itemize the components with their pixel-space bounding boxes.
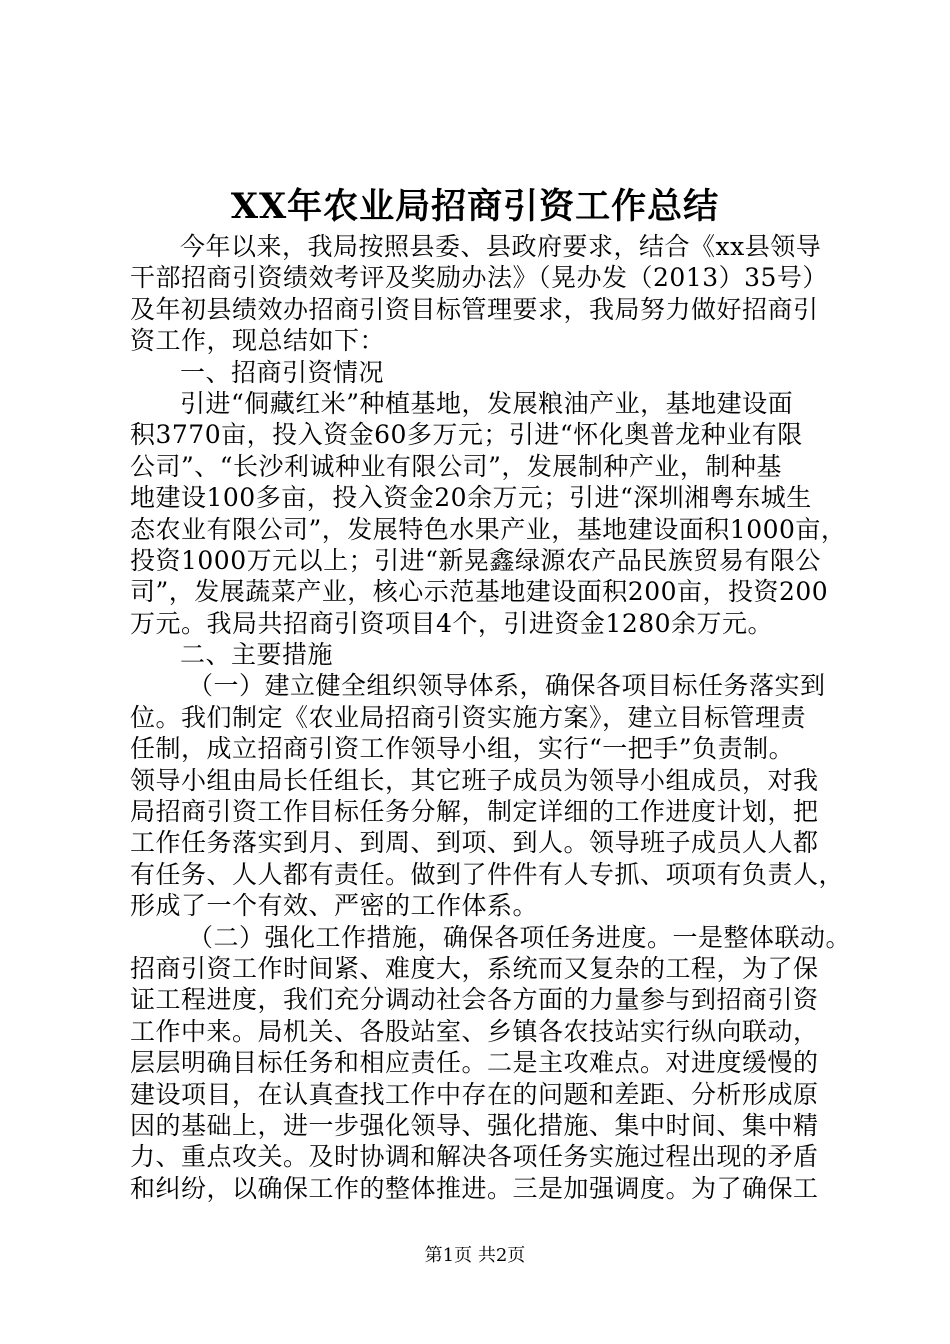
text-line: 任制，成立招商引资工作领导小组，实行“一把手”负责制。 [130,734,795,764]
text-line: 万元。我局共招商引资项目4个，引进资金1280余万元。 [130,608,774,638]
text-line: 工作任务落实到月、到周、到项、到人。领导班子成员人人都 [130,828,819,858]
document-title: XX年农业局招商引资工作总结 [230,186,720,227]
text-line: 今年以来，我局按照县委、县政府要求，结合《xx县领导 [180,232,822,261]
text-line: 工作中来。局机关、各股站室、乡镇各农技站实行纵向联动， [130,1016,819,1046]
text-line: 因的基础上，进一步强化领导、强化措施、集中时间、集中精 [130,1110,819,1140]
text-line: 地建设100多亩，投入资金20余万元；引进“深圳湘粤东城生 [130,483,812,513]
section-heading: 二、主要措施 [180,640,334,670]
text-line: 态农业有限公司”，发展特色水果产业，基地建设面积1000亩， [130,514,847,544]
text-line: 引进“侗藏红米”种植基地，发展粮油产业，基地建设面 [180,388,794,418]
text-line: 积3770亩，投入资金60多万元；引进“怀化奥普龙种业有限 [130,420,803,450]
text-line: 资工作，现总结如下： [130,326,386,356]
text-line: 局招商引资工作目标任务分解，制定详细的工作进度计划，把 [130,797,819,827]
text-line: 招商引资工作时间紧、难度大，系统而又复杂的工程，为了保 [130,953,819,983]
section-heading: 一、招商引资情况 [180,357,385,387]
text-line: 证工程进度，我们充分调动社会各方面的力量参与到招商引资 [130,985,819,1015]
text-line: 建设项目，在认真查找工作中存在的问题和差距、分析形成原 [130,1079,819,1109]
text-line: （一）建立健全组织领导体系，确保各项目标任务落实到 [188,671,826,701]
text-line: 和纠纷，以确保工作的整体推进。三是加强调度。为了确保工 [130,1173,819,1203]
text-line: （二）强化工作措施，确保各项任务进度。一是整体联动。 [188,922,852,952]
text-line: 公司”、“长沙利诚种业有限公司”，发展制种产业，制种基 [130,451,782,481]
text-line: 有任务、人人都有责任。做到了件件有人专抓、项项有负责人， [130,859,845,889]
text-line: 投资1000万元以上；引进“新晃鑫绿源农产品民族贸易有限公 [130,545,821,575]
page-number: 第1页 共2页 [424,1245,526,1266]
text-line: 及年初县绩效办招商引资目标管理要求，我局努力做好招商引 [130,294,819,324]
document-body [130,231,852,1204]
text-line: 司”，发展蔬菜产业，核心示范基地建设面积200亩，投资200 [130,577,829,607]
text-line: 力、重点攻关。及时协调和解决各项任务实施过程出现的矛盾 [130,1142,819,1172]
text-line: 领导小组由局长任组长，其它班子成员为领导小组成员，对我 [130,765,819,795]
text-line: 位。我们制定《农业局招商引资实施方案》，建立目标管理责 [130,702,807,732]
text-line: 形成了一个有效、严密的工作体系。 [130,891,539,921]
text-line: 层层明确目标任务和相应责任。二是主攻难点。对进度缓慢的 [130,1048,819,1078]
text-line: 干部招商引资绩效考评及奖励办法》（晃办发（2013）35号） [130,263,828,293]
